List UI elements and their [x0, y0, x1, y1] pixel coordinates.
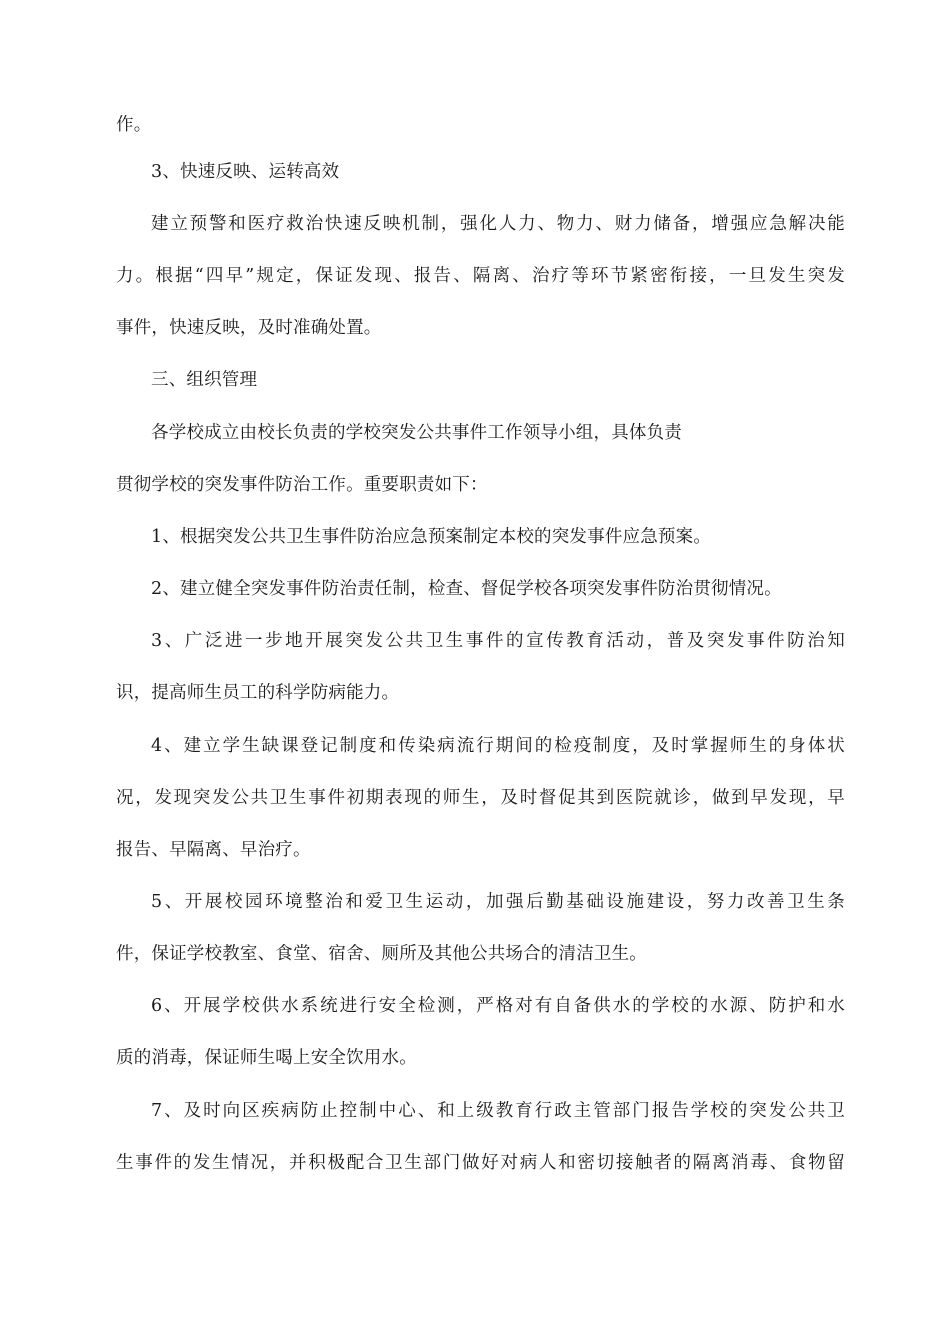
list-item: 4、建立学生缺课登记制度和传染病流行期间的检疫制度，及时掌握师生的身体状	[151, 736, 845, 756]
list-item: 3、广泛进一步地开展突发公共卫生事件的宣传教育活动，普及突发事件防治知	[151, 631, 845, 651]
text-line: 识，提高师生员工的科学防病能力。	[116, 683, 400, 703]
text-line: 事件，快速反映，及时准确处置。	[116, 318, 382, 338]
list-item: 2、建立健全突发事件防治责任制，检查、督促学校各项突发事件防治贯彻情况。	[151, 579, 782, 599]
text-line: 生事件的发生情况，并积极配合卫生部门做好对病人和密切接触者的隔离消毒、食物留	[116, 1153, 845, 1173]
text-line: 质的消毒，保证师生喝上安全饮用水。	[116, 1048, 417, 1068]
text-line: 力。根据“四早”规定，保证发现、报告、隔离、治疗等环节紧密衔接，一旦发生突发	[116, 266, 845, 286]
list-item: 6、开展学校供水系统进行安全检测，严格对有自备供水的学校的水源、防护和水	[151, 996, 845, 1016]
text-line: 各学校成立由校长负责的学校突发公共事件工作领导小组，具体负责	[151, 423, 682, 443]
section-heading: 三、组织管理	[151, 370, 258, 390]
text-line: 报告、早隔离、早治疗。	[116, 840, 311, 860]
text-line: 贯彻学校的突发事件防治工作。重要职责如下：	[116, 475, 488, 495]
text-line: 件，保证学校教室、食堂、宿舍、厕所及其他公共场合的清洁卫生。	[116, 944, 647, 964]
text-line: 建立预警和医疗救治快速反映机制，强化人力、物力、财力储备，增强应急解决能	[151, 214, 845, 234]
text-line: 作。	[116, 115, 152, 135]
subheading: 3、快速反映、运转高效	[151, 162, 340, 182]
list-item: 1、根据突发公共卫生事件防治应急预案制定本校的突发事件应急预案。	[151, 527, 712, 547]
list-item: 7、及时向区疾病防止控制中心、和上级教育行政主管部门报告学校的突发公共卫	[151, 1101, 845, 1121]
text-line: 况，发现突发公共卫生事件初期表现的师生，及时督促其到医院就诊，做到早发现，早	[116, 788, 845, 808]
list-item: 5、开展校园环境整治和爱卫生运动，加强后勤基础设施建设，努力改善卫生条	[151, 892, 845, 912]
